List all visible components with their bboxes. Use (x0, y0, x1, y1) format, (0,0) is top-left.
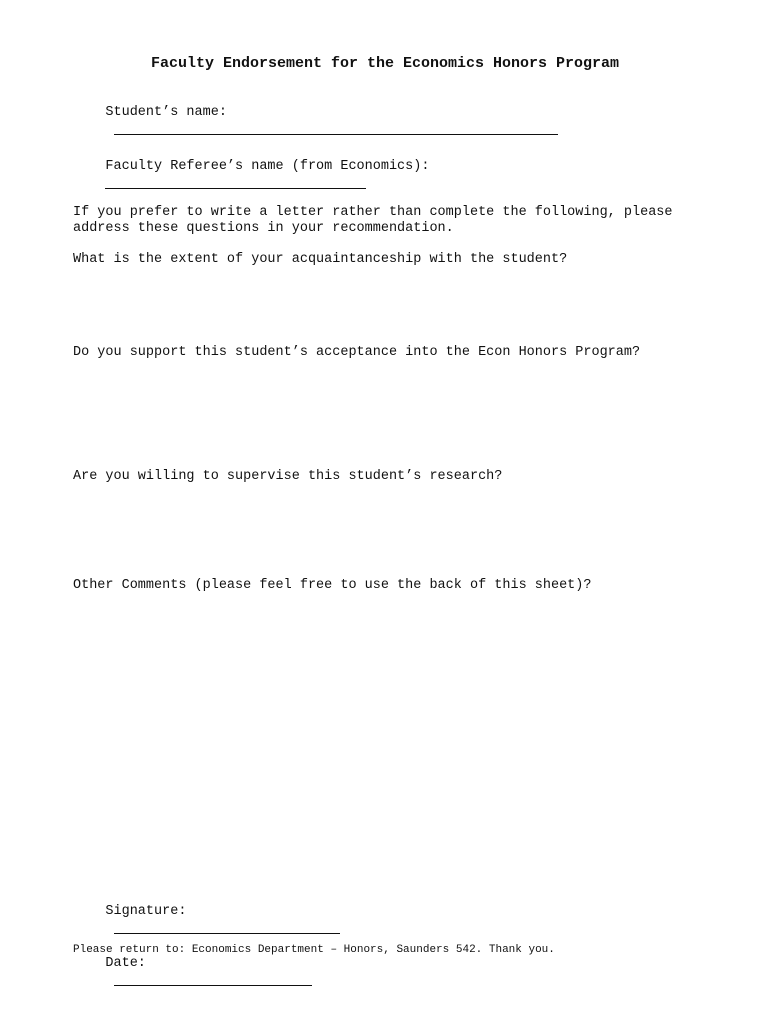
student-name-field[interactable] (114, 121, 558, 135)
question-acquaintance: What is the extent of your acquaintanceship with the student? (73, 252, 568, 267)
answer-area-other-comments[interactable] (73, 602, 713, 872)
question-support: Do you support this student’s acceptance into the Econ Honors Program? (73, 345, 641, 360)
question-supervise: Are you willing to supervise this student’s research? (73, 469, 503, 484)
referee-name-label: Faculty Referee’s name (from Economics): (105, 159, 430, 174)
instructions-text: If you prefer to write a letter rather than complete the following, please address these questions in your recommendation. (73, 205, 673, 236)
question-other-comments: Other Comments (please feel free to use the back of this sheet)? (73, 578, 592, 593)
answer-area-supervise[interactable] (73, 493, 713, 573)
signature-label: Signature: (105, 904, 187, 919)
date-label: Date: (105, 956, 146, 971)
answer-area-acquaintance[interactable] (73, 276, 713, 336)
date-field[interactable] (114, 972, 312, 986)
referee-name-row (73, 143, 429, 211)
return-instructions: Please return to: Economics Department – Honors, Saunders 542. Thank you. (73, 944, 555, 956)
student-name-label: Student’s name: (105, 105, 227, 120)
form-title: Faculty Endorsement for the Economics Honors Program (150, 55, 620, 72)
signature-field[interactable] (114, 920, 340, 934)
answer-area-support[interactable] (73, 385, 713, 460)
referee-name-field[interactable] (105, 175, 366, 189)
